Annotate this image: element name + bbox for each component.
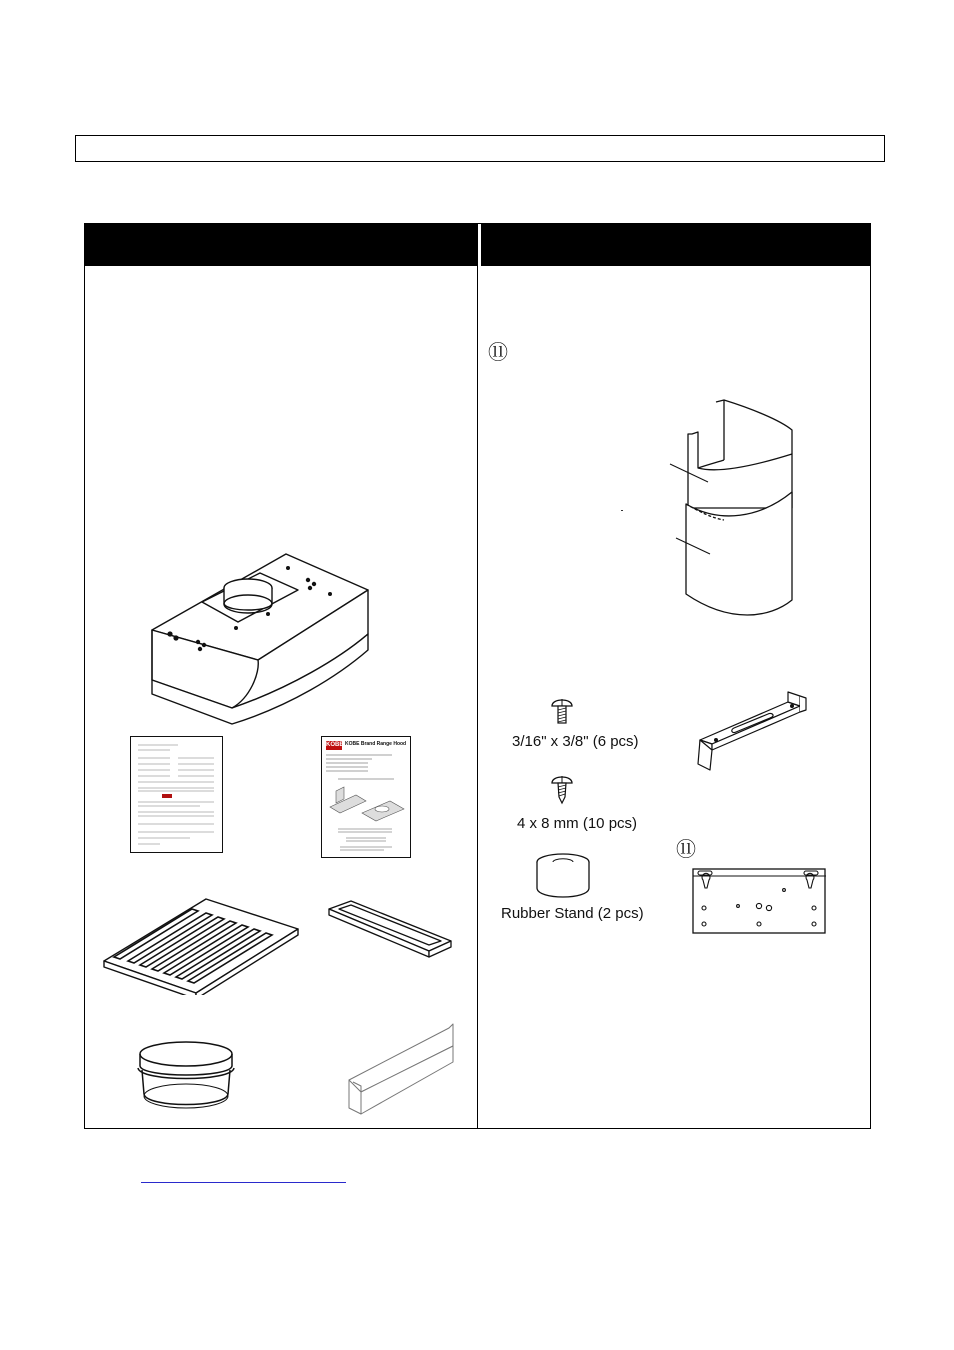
screw-small-icon xyxy=(550,773,574,805)
screw-small-label: 4 x 8 mm (10 pcs) xyxy=(517,815,638,832)
screw-large-label: 3/16" x 3/8" (6 pcs) xyxy=(512,733,639,750)
tape-strip-illustration xyxy=(345,1020,457,1115)
column-divider xyxy=(477,224,478,1128)
filter-frame-illustration xyxy=(325,895,455,965)
mounting-plate-illustration xyxy=(692,868,827,935)
chimney-callout-marker: ⑪ xyxy=(488,340,508,364)
footer-link[interactable] xyxy=(141,1182,346,1183)
installation-manual-illustration xyxy=(321,736,411,858)
manual-logo: KOBE xyxy=(326,742,344,748)
screw-large-icon xyxy=(550,696,574,726)
left-column-header xyxy=(85,224,477,266)
chimney-cover-illustration xyxy=(640,398,810,626)
section-title-box xyxy=(75,135,885,162)
right-column-header xyxy=(481,224,870,266)
rubber-stand-icon xyxy=(534,852,592,900)
rubber-stand-label: Rubber Stand (2 pcs) xyxy=(501,905,644,922)
warranty-card-illustration xyxy=(130,736,223,853)
manual-title: KOBE Brand Range Hood xyxy=(345,741,407,747)
mount-callout-marker: ⑪ xyxy=(676,837,696,861)
range-hood-illustration xyxy=(140,548,375,726)
duct-collar-illustration xyxy=(134,1038,238,1118)
wall-bracket-illustration xyxy=(694,690,810,772)
baffle-filter-illustration xyxy=(102,895,300,995)
